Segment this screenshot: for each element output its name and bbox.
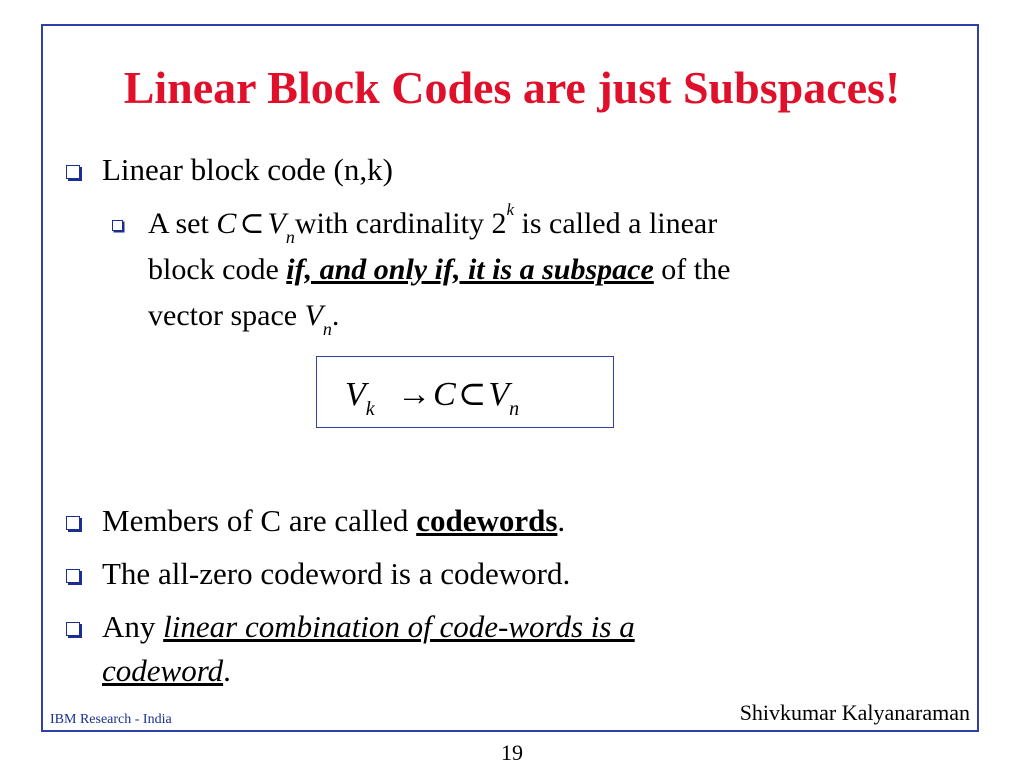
emphasis-subspace: if, and only if, it is a subspace	[286, 253, 654, 286]
math-V: V	[267, 207, 286, 240]
emphasis-codeword: codeword	[102, 653, 224, 688]
math-sub-n: n	[509, 398, 520, 420]
page-number: 19	[501, 740, 523, 765]
square-bullet-icon	[112, 220, 123, 231]
formula	[345, 359, 519, 435]
math-C: C	[216, 207, 237, 240]
subbullet-line-2	[148, 250, 730, 290]
text-members: Members of C are called	[102, 503, 417, 538]
text-any: Any	[102, 609, 164, 644]
square-bullet-icon	[66, 569, 80, 583]
math-V: V	[488, 376, 510, 413]
formula-box	[316, 356, 614, 428]
text-vector-space: vector space	[148, 299, 305, 332]
square-bullet-icon	[66, 516, 80, 530]
square-bullet-icon	[66, 622, 80, 636]
text-block-code: block code	[148, 253, 287, 286]
math-sub-n: n	[322, 319, 332, 339]
subbullet-line-1	[148, 200, 718, 248]
math-C: C	[433, 376, 456, 413]
bullet-text-line-2	[102, 651, 231, 691]
period: .	[223, 653, 231, 688]
math-V: V	[345, 376, 366, 413]
text-is-called: is called a linear	[514, 207, 718, 240]
bullet-text	[102, 501, 565, 541]
emphasis-codewords: codewords	[416, 503, 558, 538]
math-sup-k: k	[506, 200, 514, 219]
footer-author: Shivkumar Kalyanaraman	[739, 700, 970, 725]
period: .	[557, 503, 566, 538]
emphasis-linear-combination: linear combination of code-words is a	[163, 609, 635, 644]
math-subset: ⊂	[239, 207, 265, 240]
math-subset: ⊂	[457, 376, 487, 413]
subbullet-line-3	[148, 296, 339, 339]
text-a-set: A set	[148, 207, 217, 240]
math-V: V	[304, 299, 323, 332]
text-of-the: of the	[653, 253, 731, 286]
arrow-icon: →	[397, 376, 432, 413]
square-bullet-icon	[66, 165, 80, 179]
text-with-cardinality: with cardinality	[294, 207, 492, 240]
bullet-text: Linear block code (n,k)	[102, 152, 393, 187]
math-sub-n: n	[285, 227, 295, 247]
bullet-text-line-1	[102, 607, 635, 647]
slide-title: Linear Block Codes are just Subspaces!	[123, 62, 901, 113]
bullet-text: The all-zero codeword is a codeword.	[102, 556, 571, 591]
period: .	[331, 299, 340, 332]
math-two: 2	[491, 207, 507, 240]
math-sub-k: k	[365, 398, 375, 420]
footer-organization: IBM Research - India	[50, 712, 172, 727]
